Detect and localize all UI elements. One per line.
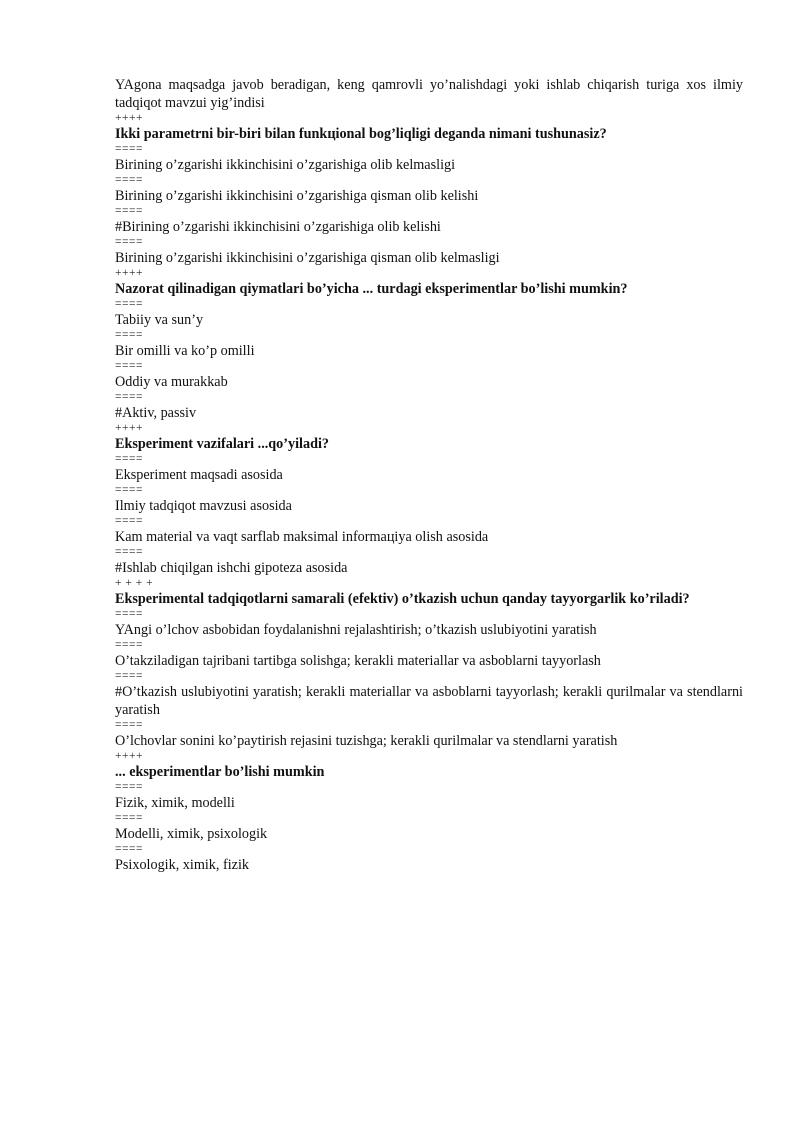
answer-option-correct: #Aktiv, passiv	[115, 405, 197, 421]
answer-option: O’takziladigan tajribani tartibga solishga; kerakli materiallar va asboblarni tayyorlash	[115, 653, 601, 669]
question-text: Eksperiment vazifalari ...qo’yiladi?	[115, 436, 329, 452]
answer-option: Eksperiment maqsadi asosida	[115, 467, 283, 483]
question-separator: ++++	[115, 267, 143, 279]
answer-separator: ====	[115, 360, 143, 372]
answer-option: Kam material va vaqt sarflab maksimal informaцiya olish asosida	[115, 529, 489, 545]
answer-separator: ====	[115, 608, 143, 620]
answer-option-correct: #Birining o’zgarishi ikkinchisini o’zgarishiga olib kelishi	[115, 219, 441, 235]
answer-option: Modelli, ximik, psixologik	[115, 826, 268, 842]
answer-separator: ====	[115, 453, 143, 465]
answer-option: YAngi o’lchov asbobidan foydalanishni rejalashtirish; o’tkazish uslubiyotini yaratish	[115, 622, 597, 638]
answer-option: Psixologik, ximik, fizik	[115, 857, 249, 873]
answer-option: Ilmiy tadqiqot mavzusi asosida	[115, 498, 292, 514]
answer-separator: ====	[115, 546, 143, 558]
answer-option: O’lchovlar sonini ko’paytirish rejasini tuzishga; kerakli qurilmalar va stendlarni yaratish	[115, 733, 618, 749]
answer-option: Fizik, ximik, modelli	[115, 795, 235, 811]
answer-separator: ====	[115, 719, 143, 731]
answer-separator: ====	[115, 298, 143, 310]
answer-option: Bir omilli va ko’p omilli	[115, 343, 255, 359]
answer-separator: ====	[115, 639, 143, 651]
answer-separator: ====	[115, 812, 143, 824]
answer-separator: ====	[115, 391, 143, 403]
answer-option: Birining o’zgarishi ikkinchisini o’zgarishiga olib kelmasligi	[115, 157, 456, 173]
question-text: Ikki parametrni bir-biri bilan funkцional bog’liqligi deganda nimani tushunasiz?	[115, 126, 607, 142]
answer-separator: ====	[115, 843, 143, 855]
answer-option: Tabiiy va sun’y	[115, 312, 204, 328]
answer-separator: ====	[115, 143, 143, 155]
answer-separator: ====	[115, 781, 143, 793]
answer-option-correct: #O’tkazish uslubiyotini yaratish; kerakli materiallar va asboblarni tayyorlash; kerakli qurilmalar va stendlarni yaratish	[115, 684, 743, 718]
question-text: Eksperimental tadqiqotlarni samarali (efektiv) o’tkazish uchun qanday tayyorgarlik ko’riladi?	[115, 591, 690, 607]
question-separator: ++++	[115, 422, 143, 434]
question-text: ... eksperimentlar bo’lishi mumkin	[115, 764, 325, 780]
answer-separator: ====	[115, 236, 143, 248]
question-separator: ++++	[115, 750, 143, 762]
answer-option: Birining o’zgarishi ikkinchisini o’zgarishiga qisman olib kelmasligi	[115, 250, 500, 266]
document-content	[115, 76, 743, 874]
answer-separator: ====	[115, 484, 143, 496]
answer-option: Birining o’zgarishi ikkinchisini o’zgarishiga qisman olib kelishi	[115, 188, 479, 204]
question-text: Nazorat qilinadigan qiymatlari bo’yicha ... turdagi eksperimentlar bo’lishi mumkin?	[115, 281, 628, 297]
answer-separator: ====	[115, 670, 143, 682]
question-separator: ++++	[115, 112, 143, 124]
intro-answer-text: YAgona maqsadga javob beradigan, keng qamrovli yo’nalishdagi yoki ishlab chiqarish turiga xos ilmiy tadqiqot mavzui yig’indisi	[115, 77, 743, 111]
answer-option-correct: #Ishlab chiqilgan ishchi gipoteza asosida	[115, 560, 348, 576]
question-separator: + + + +	[115, 577, 154, 589]
answer-option: Oddiy va murakkab	[115, 374, 228, 390]
answer-separator: ====	[115, 329, 143, 341]
answer-separator: ====	[115, 205, 143, 217]
answer-separator: ====	[115, 515, 143, 527]
answer-separator: ====	[115, 174, 143, 186]
